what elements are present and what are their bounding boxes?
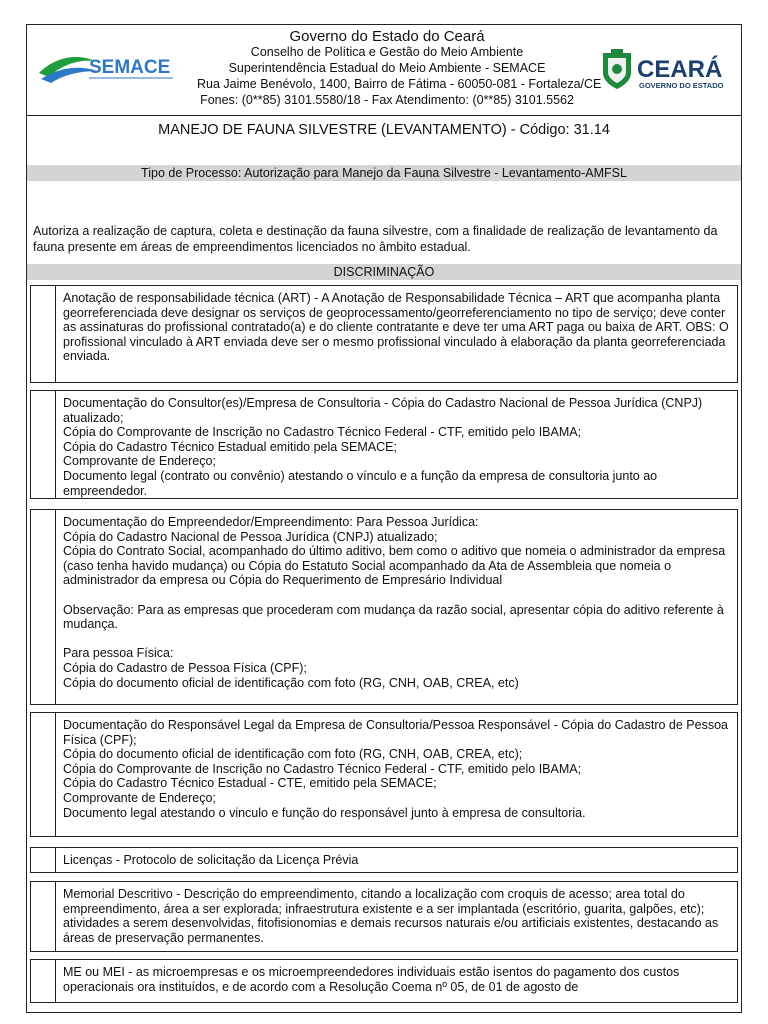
checkbox-cell [31,882,56,951]
requirement-text [63,965,731,994]
requirement-line: Cópia do documento oficial de identificação com foto (RG, CNH, OAB, CREA, etc); [63,747,523,762]
requirement-text [63,887,731,945]
requirement-item [30,712,738,837]
requirement-line: Anotação de responsabilidade técnica (ART) - A Anotação de Responsabilidade Técnica – ART que acompanha planta georreferenciada deve designar os serviços de geoprocessamento/georreferenciamento no tipo de serviço; deve conter as assinaturas do profissional contratado(a) e do cliente contratante e deve ter uma ART paga ou baixa de ART. OBS: O profissional vinculado à ART enviada deve ser o mesmo profissional vinculado à elaboração da planta georreferenciada enviada. [63,291,729,364]
requirement-item [30,285,738,383]
requirement-text [63,396,731,498]
requirement-line: Cópia do Cadastro Técnico Estadual emitido pela SEMACE; [63,439,397,454]
requirement-line: Documento legal atestando o vinculo e função do responsável junto à empresa de consultoria. [63,805,586,820]
header-superintendence: Superintendência Estadual do Meio Ambiente - SEMACE [228,61,546,75]
requirement-line: Observação: Para as empresas que procederam com mudança da razão social, apresentar cópia do aditivo referente à mudança. [63,602,724,632]
requirement-line: Cópia do documento oficial de identificação com foto (RG, CNH, OAB, CREA, etc) [63,675,519,690]
requirement-line: Cópia do Comprovante de Inscrição no Cadastro Técnico Federal - CTF, emitido pelo IBAMA; [63,761,582,776]
checkbox-cell [31,286,56,382]
requirement-text [63,718,731,820]
checkbox-cell [31,960,56,1002]
requirement-line: Documentação do Responsável Legal da Empresa de Consultoria/Pessoa Responsável - Cópia do Cadastro de Pessoa Física (CPF); [63,718,728,747]
requirement-text [63,853,731,868]
requirement-text [63,291,731,364]
page-title: MANEJO DE FAUNA SILVESTRE (LEVANTAMENTO) - Código: 31.14 [158,122,610,138]
requirement-line: Cópia do Cadastro Nacional de Pessoa Jurídica (CNPJ) atualizado; [63,529,438,544]
document-frame [26,24,742,1013]
section-header: DISCRIMINAÇÃO [27,264,741,280]
requirement-line: Comprovante de Endereço; [63,454,216,469]
checkbox-cell [31,510,56,704]
requirement-line: Para pessoa Física: [63,646,174,661]
ceara-logo [599,47,747,91]
requirement-item [30,390,738,499]
requirement-line: Cópia do Contrato Social, acompanhado do último aditivo, bem como o aditivo que nomeia o administrador da empresa (caso tenha havido mudança) ou Cópia do Estatuto Social acompanhado da Ata de Assembleia que nomeia o administrador da empresa ou Cópia do Requerimento de Empresário Individual [63,544,726,588]
svg-text:SEMACE: SEMACE [89,57,171,78]
requirement-item [30,509,738,705]
intro-paragraph: Autoriza a realização de captura, coleta e destinação da fauna silvestre, com a finalidade de realização de levantamento da fauna presente em áreas de empreendimentos licenciados no âmbito estadual. [33,224,718,254]
requirement-line: Cópia do Cadastro Técnico Estadual - CTE, emitido pela SEMACE; [63,776,437,791]
checkbox-cell [31,848,56,872]
header-phones: Fones: (0**85) 3101.5580/18 - Fax Atendimento: (0**85) 3101.5562 [200,93,574,107]
divider [27,115,741,116]
checkbox-cell [31,391,56,498]
header-address: Rua Jaime Benévolo, 1400, Bairro de Fátima - 60050-081 - Fortaleza/CE [197,77,602,91]
checkbox-cell [31,713,56,836]
requirement-item [30,847,738,873]
process-type-bar: Tipo de Processo: Autorização para Manejo da Fauna Silvestre - Levantamento-AMFSL [27,165,741,181]
semace-logo [37,49,177,89]
requirement-line [63,588,731,603]
ceara-coat-of-arms-icon [599,47,747,91]
requirement-line: Documento legal (contrato ou convênio) atestando o vínculo e a função da empresa de consultoria junto ao empreendedor. [63,468,658,498]
requirement-line: Documentação do Consultor(es)/Empresa de Consultoria - Cópia do Cadastro Nacional de Pessoa Jurídica (CNPJ) atualizado; [63,396,703,425]
letterhead [27,25,741,115]
requirement-line: ME ou MEI - as microempresas e os microempreendedores individuais estão isentos do pagamento dos custos operacionais ora instituídos, e de acordo com a Resolução Coema nº 05, de 01 de agosto de [63,965,680,994]
header-government: Governo do Estado do Ceará [289,28,485,45]
svg-text:GOVERNO DO ESTADO: GOVERNO DO ESTADO [639,81,724,90]
header-council: Conselho de Política e Gestão do Meio Ambiente [250,45,524,59]
requirement-line: Cópia do Cadastro de Pessoa Física (CPF); [63,660,307,675]
requirement-line: Licenças - Protocolo de solicitação da Licença Prévia [63,853,359,867]
requirement-item [30,959,738,1003]
requirement-line: Comprovante de Endereço; [63,790,216,805]
requirement-line: Memorial Descritivo - Descrição do empreendimento, citando a localização com croquis de acesso; area total do empreendimento, área a ser explorada; infraestrutura existente e a ser implantada (escritório, guarita, galpões, etc); atividades a serem desenvolvidas, fitofisionomias e demais recursos naturais e/ou artificiais existentes, destacando as áreas de preservação permanentes. [63,887,719,945]
requirement-line [63,632,731,647]
requirement-text [63,515,731,690]
requirement-line: Cópia do Comprovante de Inscrição no Cadastro Técnico Federal - CTF, emitido pelo IBAMA; [63,425,582,440]
requirement-line: Documentação do Empreendedor/Empreendimento: Para Pessoa Jurídica: [63,515,479,529]
svg-text:CEARÁ: CEARÁ [637,56,723,83]
requirement-item [30,881,738,952]
semace-logo-icon [37,49,177,89]
